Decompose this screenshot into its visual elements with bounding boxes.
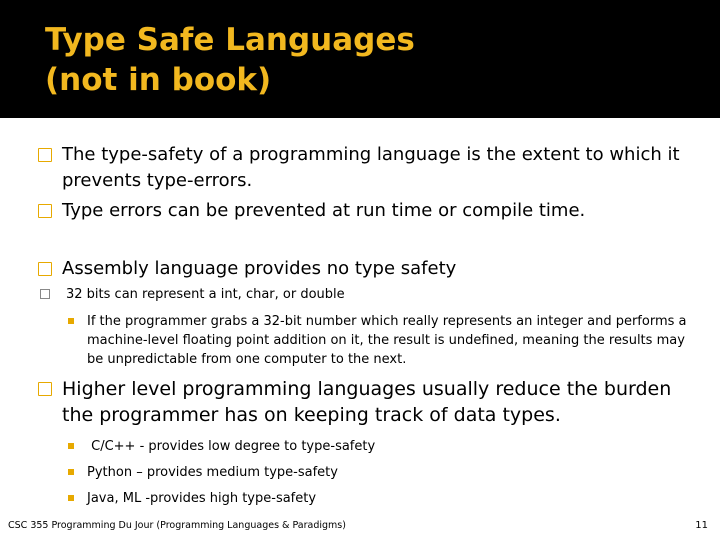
bullet-assembly <box>38 256 698 282</box>
language-item-text: Python – provides medium type-safety <box>87 465 338 480</box>
square-bullet-icon <box>68 495 74 501</box>
language-item-text: Java, ML -provides high type-safety <box>87 491 317 506</box>
square-bullet-icon <box>40 289 50 299</box>
language-item-cpp <box>68 437 688 456</box>
language-item-python <box>68 463 688 482</box>
square-bullet-icon <box>68 443 74 449</box>
bullet-type-errors <box>38 198 698 224</box>
sub-bullet-32-bits <box>40 285 680 305</box>
square-bullet-icon <box>38 382 52 396</box>
bullet-text: Assembly language provides no type safety <box>62 258 457 279</box>
square-bullet-icon <box>68 318 74 324</box>
bullet-text: Type errors can be prevented at run time or compile time. <box>62 200 586 221</box>
detail-bullet-text: If the programmer grabs a 32-bit number which really represents an integer and performs a machine-level floating point addition on it, the result is undefined, meaning the results may be unpredictable from one computer to the next. <box>87 314 687 367</box>
square-bullet-icon <box>38 204 52 218</box>
detail-bullet-undefined <box>68 312 688 369</box>
square-bullet-icon <box>38 262 52 276</box>
slide-title-line-2: (not in book) <box>45 62 272 98</box>
footer-course-name: CSC 355 Programming Du Jour (Programming Languages & Paradigms) <box>8 520 346 531</box>
bullet-text: Higher level programming languages usually reduce the burden the programmer has on keeping track of data types. <box>62 378 672 426</box>
bullet-text: The type-safety of a programming language is the extent to which it prevents type-errors. <box>62 144 680 191</box>
language-item-java-ml <box>68 489 688 508</box>
footer-page-number: 11 <box>695 520 708 531</box>
square-bullet-icon <box>68 469 74 475</box>
bullet-higher-level <box>38 376 698 428</box>
sub-bullet-text: 32 bits can represent a int, char, or double <box>66 287 345 302</box>
language-item-text: C/C++ - provides low degree to type-safety <box>87 439 376 454</box>
slide-title-line-1: Type Safe Languages <box>45 22 415 58</box>
bullet-type-safety <box>38 142 698 194</box>
square-bullet-icon <box>38 148 52 162</box>
